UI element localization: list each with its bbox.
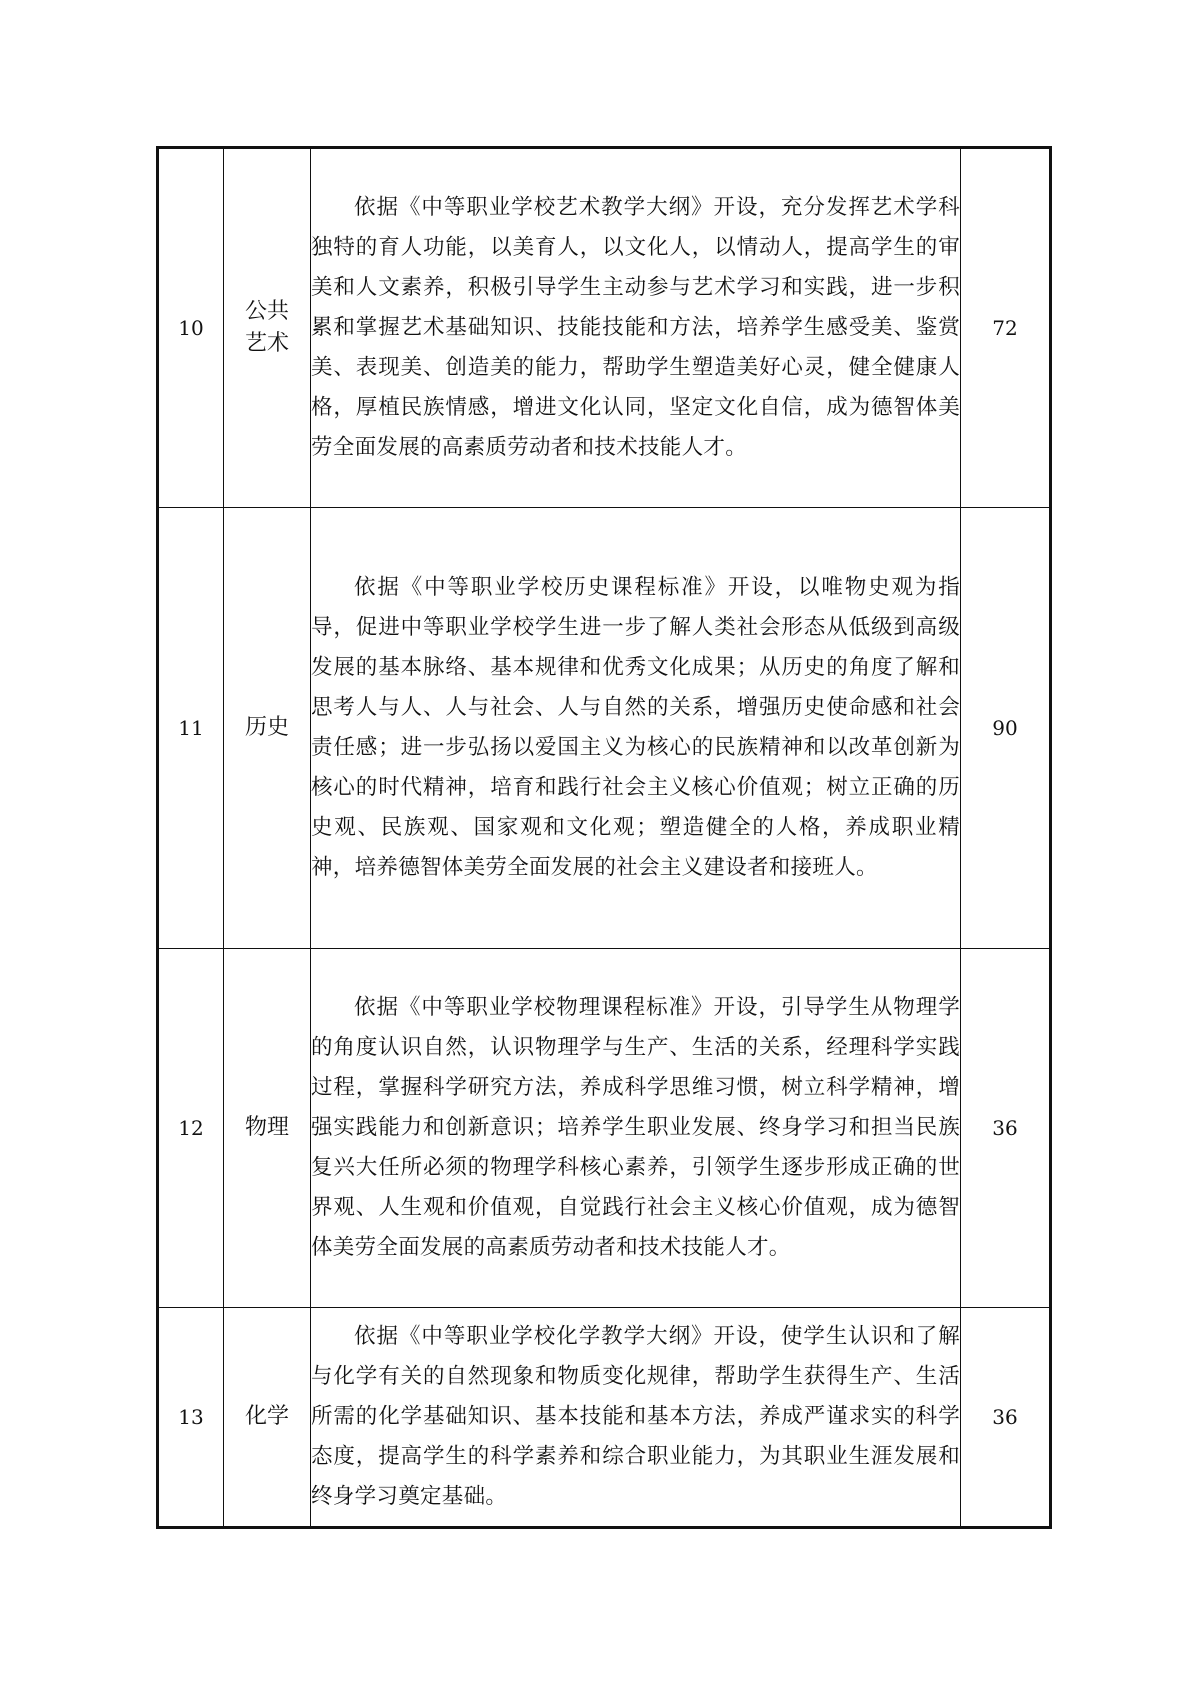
course-description: 依据《中等职业学校物理课程标准》开设，引导学生从物理学的角度认识自然，认识物理学与生产、生活的关系，经理科学实践过程，掌握科学研究方法，养成科学思维习惯，树立科学精神，增强实践能力和创新意识；培养学生职业发展、终身学习和担当民族复兴大任所必须的物理学科核心素养，引领学生逐步形成正确的世界观、人生观和价值观，自觉践行社会主义核心价值观，成为德智体美劳全面发展的高素质劳动者和技术技能人才。: [311, 995, 960, 1260]
course-name-cell: [224, 949, 311, 1308]
course-hours: 36: [961, 949, 1051, 1308]
course-name: 历史: [244, 715, 289, 740]
course-description-cell: [311, 949, 961, 1308]
course-hours: 90: [961, 508, 1051, 949]
course-description: 依据《中等职业学校艺术教学大纲》开设，充分发挥艺术学科独特的育人功能，以美育人，以文化人，以情动人，提高学生的审美和人文素养，积极引导学生主动参与艺术学习和实践，进一步积累和掌握艺术基础知识、技能技能和方法，培养学生感受美、鉴赏美、表现美、创造美的能力，帮助学生塑造美好心灵，健全健康人格，厚植民族情感，增进文化认同，坚定文化自信，成为德智体美劳全面发展的高素质劳动者和技术技能人才。: [311, 195, 960, 460]
table-row: [158, 949, 1051, 1308]
course-hours: 72: [961, 148, 1051, 508]
course-name-cell: [224, 508, 311, 949]
course-name: 公共艺术: [244, 299, 289, 356]
table-row: [158, 508, 1051, 949]
course-name-cell: [224, 1308, 311, 1528]
course-name-cell: [224, 148, 311, 508]
course-name: 化学: [244, 1404, 289, 1429]
table-row: [158, 148, 1051, 508]
course-number: 13: [158, 1308, 224, 1528]
course-table: [156, 146, 1052, 1529]
course-description-cell: [311, 148, 961, 508]
course-description: 依据《中等职业学校历史课程标准》开设，以唯物史观为指导，促进中等职业学校学生进一步了解人类社会形态从低级到高级发展的基本脉络、基本规律和优秀文化成果；从历史的角度了解和思考人与人、人与社会、人与自然的关系，增强历史使命感和社会责任感；进一步弘扬以爱国主义为核心的民族精神和以改革创新为核心的时代精神，培育和践行社会主义核心价值观；树立正确的历史观、民族观、国家观和文化观；塑造健全的人格，养成职业精神，培养德智体美劳全面发展的社会主义建设者和接班人。: [311, 575, 960, 880]
table-row: [158, 1308, 1051, 1528]
course-description-cell: [311, 508, 961, 949]
course-number: 11: [158, 508, 224, 949]
course-hours: 36: [961, 1308, 1051, 1528]
course-number: 10: [158, 148, 224, 508]
course-description: 依据《中等职业学校化学教学大纲》开设，使学生认识和了解与化学有关的自然现象和物质变化规律，帮助学生获得生产、生活所需的化学基础知识、基本技能和基本方法，养成严谨求实的科学态度，提高学生的科学素养和综合职业能力，为其职业生涯发展和终身学习奠定基础。: [311, 1324, 960, 1509]
course-name: 物理: [244, 1115, 289, 1140]
course-description-cell: [311, 1308, 961, 1528]
course-number: 12: [158, 949, 224, 1308]
